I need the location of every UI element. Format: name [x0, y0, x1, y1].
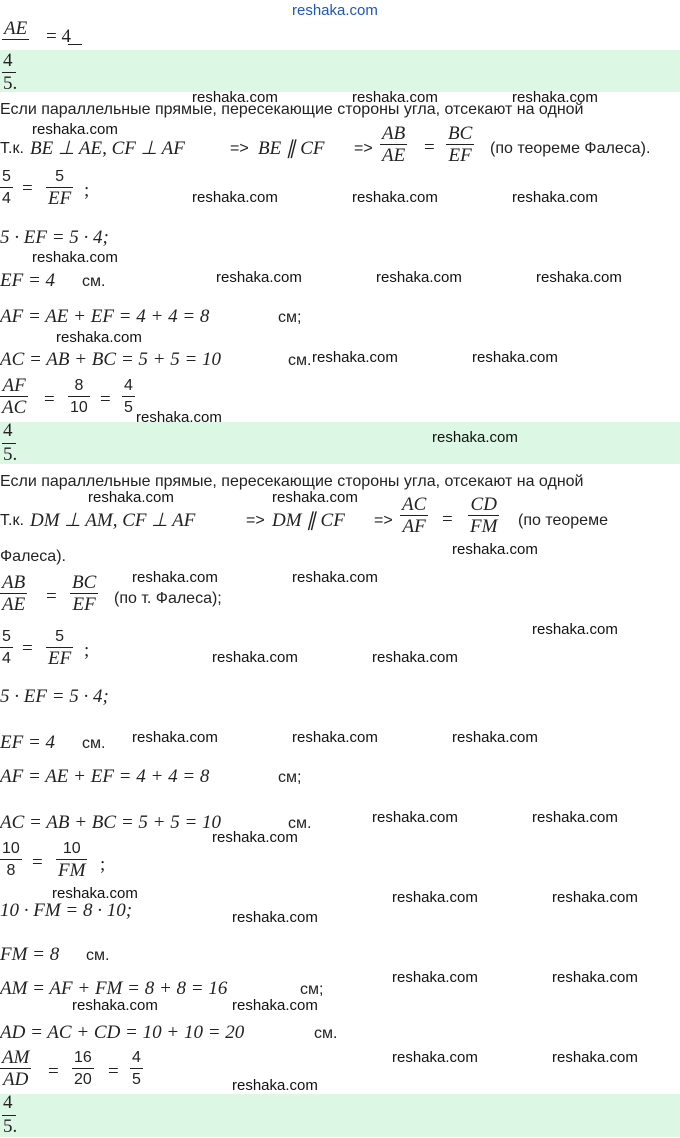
watermark[interactable]: reshaka.com — [216, 269, 302, 286]
equals-sign: = — [44, 389, 55, 410]
math-expression: 5 · EF = 5 · 4; — [0, 227, 109, 248]
math-expression: AM = AF + FM = 8 + 8 = 16 — [0, 978, 228, 999]
answer-denominator: 5. — [3, 73, 18, 94]
watermark[interactable]: reshaka.com — [52, 885, 138, 902]
fraction: $\frac{CD}{FM}$ — [470, 494, 498, 537]
text-suffix: (по т. Фалеса); — [114, 590, 222, 607]
watermark[interactable]: reshaka.com — [392, 969, 478, 986]
watermark[interactable]: reshaka.com — [512, 89, 598, 106]
fraction: $\frac{10}{8}$ — [2, 840, 20, 879]
fraction: $\frac{16}{20}$ — [74, 1049, 92, 1088]
watermark[interactable]: reshaka.com — [536, 269, 622, 286]
answer-band — [0, 422, 680, 464]
math-expression: AC = AB + BC = 5 + 5 = 10 — [0, 349, 222, 370]
watermark[interactable]: reshaka.com — [532, 621, 618, 638]
implies-arrow: => — [230, 140, 249, 157]
fraction: $\frac{AF}{AC}$ — [2, 375, 27, 418]
math-expression: AC = AB + BC = 5 + 5 = 10 — [0, 812, 222, 833]
watermark[interactable]: reshaka.com — [292, 2, 378, 19]
math-expression: AD = AC + CD = 10 + 10 = 20 — [0, 1022, 245, 1043]
watermark[interactable]: reshaka.com — [352, 189, 438, 206]
equals-sign: = — [22, 178, 33, 199]
watermark[interactable]: reshaka.com — [232, 997, 318, 1014]
watermark[interactable]: reshaka.com — [292, 569, 378, 586]
unit: см. — [288, 352, 312, 369]
watermark[interactable]: reshaka.com — [32, 121, 118, 138]
unit: см. — [288, 815, 312, 832]
fraction: 5 EF — [48, 168, 72, 209]
watermark[interactable]: reshaka.com — [72, 997, 158, 1014]
implies-arrow: => — [354, 140, 373, 157]
watermark[interactable]: reshaka.com — [56, 329, 142, 346]
fraction: 10 FM — [58, 840, 86, 881]
equals-sign: = — [442, 509, 453, 530]
watermark[interactable]: reshaka.com — [392, 1049, 478, 1066]
fraction: $\frac{4}{5}$ — [124, 377, 133, 416]
math-expression: 5 · EF = 5 · 4; — [0, 686, 109, 707]
fraction: $\frac{AB}{AE}$ — [382, 123, 406, 166]
watermark[interactable]: reshaka.com — [212, 829, 298, 846]
unit: см. — [82, 735, 106, 752]
answer-band — [0, 50, 680, 92]
fraction: $\frac{4}{5}$ — [132, 1049, 141, 1088]
answer-numerator: 4 — [3, 420, 13, 441]
equals-sign: = — [46, 586, 57, 607]
fraction: AE — [4, 18, 28, 39]
watermark[interactable]: reshaka.com — [292, 729, 378, 746]
watermark[interactable]: reshaka.com — [472, 349, 558, 366]
text-line: Если параллельные прямые, пересекающие стороны угла, отсекают на одной — [0, 473, 584, 490]
watermark[interactable]: reshaka.com — [532, 809, 618, 826]
fraction: $\frac{BC}{EF}$ — [448, 123, 473, 166]
watermark[interactable]: reshaka.com — [372, 809, 458, 826]
fraction: $\frac{8}{10}$ — [70, 377, 88, 416]
watermark[interactable]: reshaka.com — [552, 969, 638, 986]
watermark[interactable]: reshaka.com — [212, 649, 298, 666]
math-expression: AF = AE + EF = 4 + 4 = 8 — [0, 766, 210, 787]
watermark[interactable]: reshaka.com — [372, 649, 458, 666]
math-expression: EF = 4 — [0, 732, 56, 753]
math-expression: DM ∥ CF — [272, 510, 345, 531]
fraction: $\frac{5}{4}$ — [2, 168, 11, 207]
equals-sign: = — [100, 389, 111, 410]
math-expression: BE ∥ CF — [258, 138, 325, 159]
fraction-bar — [68, 44, 82, 45]
equals-sign: = — [108, 1061, 119, 1082]
fraction: $\frac{5}{4}$ — [2, 628, 11, 667]
watermark[interactable]: reshaka.com — [432, 429, 518, 446]
watermark[interactable]: reshaka.com — [32, 249, 118, 266]
watermark[interactable]: reshaka.com — [392, 889, 478, 906]
watermark[interactable]: reshaka.com — [232, 1077, 318, 1094]
equals-sign: = — [22, 638, 33, 659]
math-expression: FM = 8 — [0, 944, 60, 965]
watermark[interactable]: reshaka.com — [132, 729, 218, 746]
math-expression: BE ⊥ AE, CF ⊥ AF — [30, 138, 185, 159]
fraction: $\frac{BC}{EF}$ — [72, 572, 97, 615]
watermark[interactable]: reshaka.com — [452, 729, 538, 746]
implies-arrow: => — [246, 512, 265, 529]
fraction: 5 EF — [48, 628, 72, 669]
text-suffix: (по теореме Фалеса). — [490, 140, 651, 157]
text-line: Если параллельные прямые, пересекающие стороны угла, отсекают на одной — [0, 101, 584, 118]
fraction: $\frac{AB}{AE}$ — [2, 572, 26, 615]
implies-arrow: => — [374, 512, 393, 529]
math-expression: EF = 4 — [0, 270, 56, 291]
watermark[interactable]: reshaka.com — [136, 409, 222, 426]
watermark[interactable]: reshaka.com — [452, 541, 538, 558]
unit: см; — [300, 981, 324, 998]
watermark[interactable]: reshaka.com — [552, 889, 638, 906]
math-expression: 10 · FM = 8 · 10; — [0, 900, 133, 921]
text-line: Фалеса). — [0, 548, 66, 565]
unit: см. — [86, 947, 110, 964]
math-expression: AF = AE + EF = 4 + 4 = 8 — [0, 306, 210, 327]
answer-denominator: 5. — [3, 444, 18, 465]
watermark[interactable]: reshaka.com — [192, 89, 278, 106]
equals-sign: = — [32, 852, 43, 873]
watermark[interactable]: reshaka.com — [352, 89, 438, 106]
watermark[interactable]: reshaka.com — [312, 349, 398, 366]
text-suffix: (по теореме — [518, 512, 608, 529]
fraction: $\frac{AC}{AF}$ — [402, 494, 427, 537]
watermark[interactable]: reshaka.com — [272, 489, 358, 506]
answer-denominator: 5. — [3, 1116, 18, 1137]
equals-sign: = — [424, 137, 435, 158]
watermark[interactable]: reshaka.com — [132, 569, 218, 586]
answer-band — [0, 1094, 680, 1137]
unit: см; — [278, 309, 302, 326]
answer-numerator: 4 — [3, 1092, 13, 1113]
unit: см. — [314, 1025, 338, 1042]
watermark[interactable]: reshaka.com — [192, 189, 278, 206]
answer-numerator: 4 — [3, 50, 13, 71]
equation: = 4 — [46, 26, 71, 47]
watermark[interactable]: reshaka.com — [376, 269, 462, 286]
watermark[interactable]: reshaka.com — [232, 909, 318, 926]
unit: см. — [82, 273, 106, 290]
unit: см; — [278, 769, 302, 786]
text-prefix: Т.к. — [0, 140, 24, 157]
equals-sign: = — [48, 1061, 59, 1082]
math-expression: DM ⊥ AM, CF ⊥ AF — [30, 510, 196, 531]
watermark[interactable]: reshaka.com — [552, 1049, 638, 1066]
fraction: $\frac{AM}{AD}$ — [2, 1047, 30, 1090]
text-prefix: Т.к. — [0, 512, 24, 529]
watermark[interactable]: reshaka.com — [512, 189, 598, 206]
watermark[interactable]: reshaka.com — [88, 489, 174, 506]
